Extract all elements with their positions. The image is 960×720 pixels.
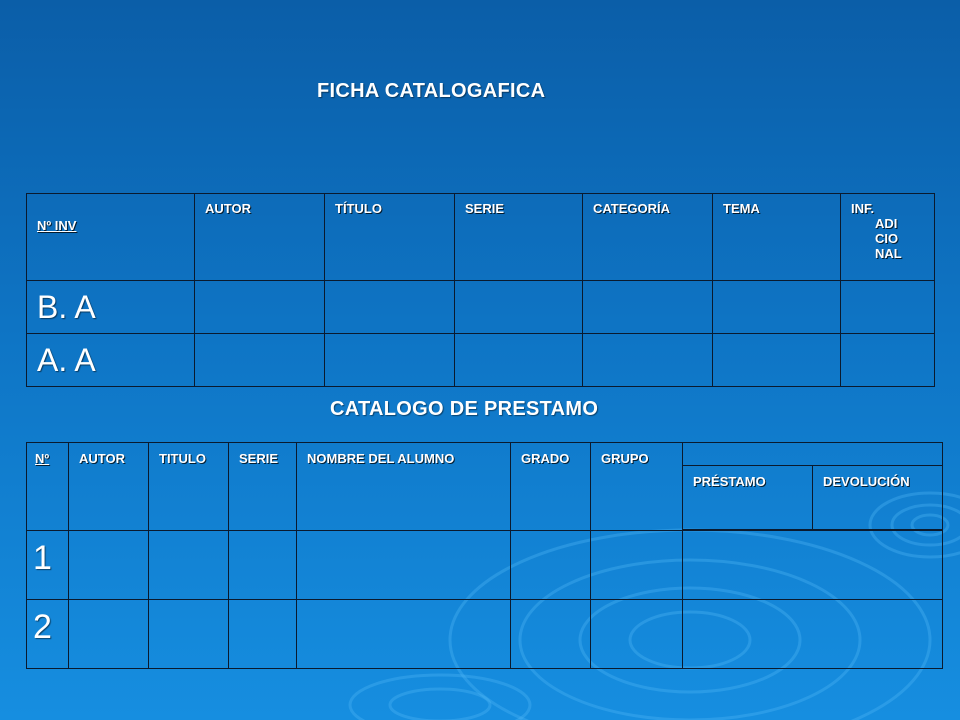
ficha-catalografica-table [26, 193, 935, 387]
empty-cell [69, 531, 149, 600]
header-cell-devolucion [813, 466, 943, 530]
empty-cell [325, 334, 455, 387]
row-label: A. A [37, 342, 96, 378]
header-cell-no [27, 443, 69, 531]
empty-cell [297, 600, 511, 669]
empty-cell [149, 600, 229, 669]
row-label-cell [27, 281, 195, 334]
header-cell-grado [511, 443, 591, 531]
inf-line-4: NAL [875, 246, 902, 261]
row-label-cell [27, 600, 69, 669]
row-label: B. A [37, 289, 96, 325]
header-cell-nombre [297, 443, 511, 531]
header-cell-categoria [583, 194, 713, 281]
empty-cell [229, 531, 297, 600]
table-row [27, 281, 935, 334]
table-row [27, 600, 943, 669]
empty-cell [583, 334, 713, 387]
empty-cell [455, 334, 583, 387]
header-autor: AUTOR [79, 451, 125, 466]
empty-cell [149, 531, 229, 600]
catalogo-prestamo-table [26, 442, 943, 669]
header-no: Nº [35, 451, 50, 466]
header-cell-grupo [591, 443, 683, 531]
header-grupo: GRUPO [601, 451, 649, 466]
header-inf-adicional [841, 194, 934, 261]
header-cell-prestamo-devolucion [683, 466, 943, 531]
header-cell-prestamo [683, 466, 813, 530]
empty-cell [841, 281, 935, 334]
header-cell-inf-adicional [841, 194, 935, 281]
row-number: 2 [33, 608, 52, 646]
prestamo-header-row [27, 443, 943, 466]
header-prestamo: PRÉSTAMO [693, 474, 766, 489]
header-autor: AUTOR [205, 201, 251, 216]
table-row [27, 334, 935, 387]
header-cell-autor [195, 194, 325, 281]
header-cell-serie [229, 443, 297, 531]
header-cell-serie [455, 194, 583, 281]
empty-cell [683, 531, 943, 600]
empty-cell [583, 281, 713, 334]
header-serie: SERIE [239, 451, 279, 466]
empty-cell [297, 531, 511, 600]
empty-cell [713, 281, 841, 334]
empty-cell [455, 281, 583, 334]
empty-cell [683, 600, 943, 669]
row-number: 1 [33, 539, 52, 577]
inf-line-2: ADI [875, 216, 898, 231]
empty-cell [591, 531, 683, 600]
header-no-inv: Nº INV [37, 218, 77, 233]
inf-line-1: INF. [851, 201, 875, 216]
header-titulo: TÍTULO [335, 201, 382, 216]
empty-cell [841, 334, 935, 387]
prestamo-devolucion-subtable [683, 466, 942, 530]
ficha-header-row [27, 194, 935, 281]
ficha-title: FICHA CATALOGAFICA [317, 80, 546, 102]
header-cell-no-inv [27, 194, 195, 281]
header-cell-autor [69, 443, 149, 531]
header-cell-titulo [149, 443, 229, 531]
inf-line-3: CIO [875, 231, 899, 246]
empty-cell [591, 600, 683, 669]
empty-cell [325, 281, 455, 334]
header-cell-fechas [683, 443, 943, 466]
empty-cell [511, 531, 591, 600]
empty-cell [511, 600, 591, 669]
header-nombre-alumno: NOMBRE DEL ALUMNO [307, 451, 455, 466]
empty-cell [713, 334, 841, 387]
empty-cell [229, 600, 297, 669]
header-cell-titulo [325, 194, 455, 281]
prestamo-title: CATALOGO DE PRESTAMO [330, 398, 599, 420]
header-categoria: CATEGORÍA [593, 201, 671, 216]
empty-cell [69, 600, 149, 669]
header-titulo: TITULO [159, 451, 206, 466]
header-cell-tema [713, 194, 841, 281]
table-row [27, 531, 943, 600]
empty-cell [195, 281, 325, 334]
header-tema: TEMA [723, 201, 760, 216]
empty-cell [195, 334, 325, 387]
header-serie: SERIE [465, 201, 505, 216]
header-grado: GRADO [521, 451, 570, 466]
row-label-cell [27, 334, 195, 387]
row-label-cell [27, 531, 69, 600]
header-devolucion: DEVOLUCIÓN [823, 474, 910, 489]
